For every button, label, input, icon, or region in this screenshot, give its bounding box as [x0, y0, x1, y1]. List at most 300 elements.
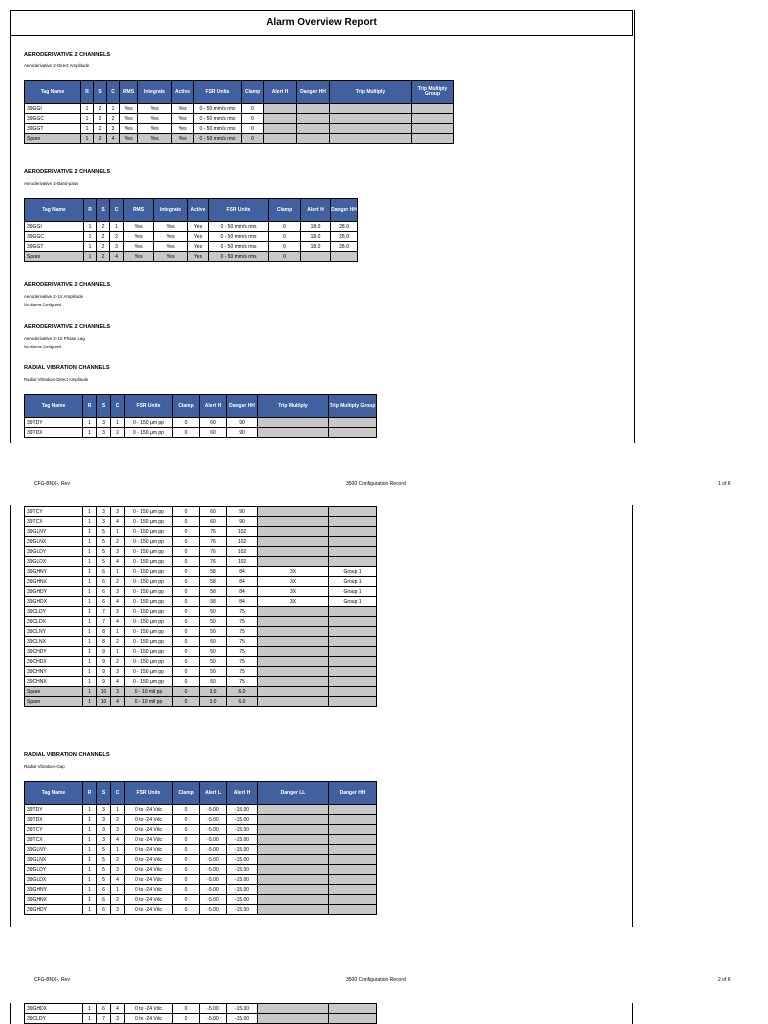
table-cell: -5.00 [200, 825, 227, 835]
table-cell: 1 [111, 647, 125, 657]
table-cell [258, 517, 329, 527]
table-cell: Yes [154, 222, 188, 232]
table-cell: 3 [97, 805, 111, 815]
table-cell [329, 637, 377, 647]
table-cell: 0 - 50 mm/s rms [194, 134, 242, 144]
table-cell: 39TCY [25, 507, 83, 517]
table-row [25, 114, 454, 124]
table-cell [258, 815, 329, 825]
table-cell: 1 [107, 104, 120, 114]
table-cell: 1 [84, 242, 97, 252]
table-row [25, 905, 377, 915]
table-cell: Yes [188, 252, 209, 262]
table-cell: Yes [154, 242, 188, 252]
table-cell: 39GGT [25, 242, 84, 252]
table-cell: 0 [173, 557, 200, 567]
column-header: Danger LL [258, 782, 329, 805]
table-row [25, 232, 358, 242]
table-row [25, 835, 377, 845]
table-cell: 39GLDY [25, 547, 83, 557]
table-cell [329, 557, 377, 567]
column-header: RMS [120, 81, 138, 104]
table-cell [258, 537, 329, 547]
no-alarms-note: No Alarms Configured [24, 303, 62, 307]
table-cell [264, 114, 297, 124]
table-cell: 75 [227, 607, 258, 617]
table-cell: 58 [200, 567, 227, 577]
table-cell: 4 [111, 517, 125, 527]
table-cell: 3 [111, 1014, 125, 1024]
table-cell: 5 [97, 855, 111, 865]
table-cell [297, 134, 330, 144]
table-cell: 0 [242, 124, 264, 134]
table-cell: 8 [97, 637, 111, 647]
table-row [25, 222, 358, 232]
table-cell [297, 104, 330, 114]
table-cell: 0 - 150 µm pp [125, 667, 173, 677]
table-row [25, 1004, 377, 1014]
table-cell: 1 [84, 232, 97, 242]
alarm-table-radial-gap-continued [24, 1003, 377, 1024]
table-cell: 3 [97, 517, 111, 527]
table-cell: 28.0 [331, 222, 358, 232]
table-cell: 60 [200, 428, 227, 438]
table-cell: 9 [97, 667, 111, 677]
table-cell [329, 617, 377, 627]
table-cell: 1 [83, 905, 97, 915]
table-cell: 0 [173, 637, 200, 647]
table-row [25, 687, 377, 697]
table-cell: 39CHDX [25, 657, 83, 667]
column-header: Clamp [173, 782, 200, 805]
column-header: R [83, 782, 97, 805]
table-cell: 0 [173, 428, 200, 438]
table-cell: -5.00 [200, 815, 227, 825]
table-cell: -15.00 [227, 1004, 258, 1014]
table-cell: 1 [110, 222, 124, 232]
table-cell: -15.00 [227, 825, 258, 835]
table-row [25, 815, 377, 825]
table-cell: 3 [111, 905, 125, 915]
table-cell: 75 [227, 647, 258, 657]
table-cell: 1 [83, 418, 97, 428]
table-cell [329, 835, 377, 845]
table-cell: 39CLDX [25, 617, 83, 627]
table-cell [264, 104, 297, 114]
table-cell: 2 [111, 577, 125, 587]
table-cell: 0 [173, 895, 200, 905]
table-cell: 18.0 [301, 232, 331, 242]
table-cell: 0 - 50 mm/s rms [194, 114, 242, 124]
footer-page-number: 2 of 6 [718, 977, 731, 983]
table-cell: -5.00 [200, 805, 227, 815]
table-cell: 58 [200, 597, 227, 607]
table-cell: 1 [81, 134, 94, 144]
table-cell: 0 [173, 865, 200, 875]
table-cell: 2 [94, 134, 107, 144]
table-cell: 6 [97, 597, 111, 607]
table-cell: 84 [227, 567, 258, 577]
table-row [25, 677, 377, 687]
table-cell [258, 1004, 329, 1014]
column-header: C [111, 782, 125, 805]
table-row [25, 805, 377, 815]
table-cell: 0 - 50 mm/s rms [194, 124, 242, 134]
table-cell: Yes [138, 104, 172, 114]
table-cell [258, 687, 329, 697]
column-header: Tag Name [25, 782, 83, 805]
table-cell: Yes [154, 252, 188, 262]
table-cell: 0 [242, 134, 264, 144]
table-cell: 1 [83, 428, 97, 438]
table-cell: 5 [97, 865, 111, 875]
table-cell [258, 677, 329, 687]
table-cell: 75 [227, 677, 258, 687]
table-cell: 3 [110, 242, 124, 252]
section-title: RADIAL VIBRATION CHANNELS [24, 365, 110, 371]
table-row [25, 577, 377, 587]
column-header: S [97, 395, 111, 418]
table-cell: 4 [111, 597, 125, 607]
table-cell: 3 [111, 607, 125, 617]
table-cell: 39CHNY [25, 667, 83, 677]
table-cell: 39GHNY [25, 567, 83, 577]
table-cell: 39GLDX [25, 557, 83, 567]
table-cell: Yes [138, 124, 172, 134]
table-cell: 1 [83, 875, 97, 885]
column-header: S [97, 199, 110, 222]
table-cell: 2 [107, 114, 120, 124]
table-cell [258, 895, 329, 905]
table-cell: Yes [188, 242, 209, 252]
table-cell: 39CHNX [25, 677, 83, 687]
table-cell: 5 [97, 527, 111, 537]
table-cell [258, 527, 329, 537]
table-cell: -15.00 [227, 905, 258, 915]
table-cell: 0 - 150 µm pp [125, 627, 173, 637]
table-cell: 0 to -24 Vdc [125, 1004, 173, 1014]
table-cell: 9 [97, 657, 111, 667]
table-row [25, 567, 377, 577]
section-title: AERODERIVATIVE 2 CHANNELS [24, 169, 111, 175]
table-cell: 1 [84, 222, 97, 232]
table-cell: 3 [111, 667, 125, 677]
table-cell: 2 [111, 895, 125, 905]
table-cell: 39GGI [25, 104, 81, 114]
table-cell: Yes [172, 114, 194, 124]
table-cell [329, 905, 377, 915]
column-header: Integrate [154, 199, 188, 222]
page-3-left-border [10, 1003, 11, 1024]
column-header: S [94, 81, 107, 104]
table-cell [329, 527, 377, 537]
table-row [25, 597, 377, 607]
table-cell: 10 [97, 687, 111, 697]
table-cell [412, 124, 454, 134]
table-cell [329, 805, 377, 815]
table-cell: Yes [188, 222, 209, 232]
footer-page-number: 1 of 6 [718, 481, 731, 487]
column-header: Trip Multiply Group [412, 81, 454, 104]
table-row [25, 875, 377, 885]
column-header: Active [188, 199, 209, 222]
table-cell: 5 [97, 845, 111, 855]
table-cell [329, 627, 377, 637]
table-cell [258, 647, 329, 657]
table-cell: -5.00 [200, 875, 227, 885]
table-cell: 0 [269, 242, 301, 252]
table-cell: 75 [227, 667, 258, 677]
table-cell [412, 134, 454, 144]
table-cell [329, 855, 377, 865]
table-cell [329, 885, 377, 895]
table-cell: 2 [111, 428, 125, 438]
table-cell: 0 - 150 µm pp [125, 647, 173, 657]
table-cell: 3X [258, 597, 329, 607]
column-header: C [111, 395, 125, 418]
column-header: FSR Units [194, 81, 242, 104]
table-cell: 2 [97, 252, 110, 262]
table-cell: 0 [173, 805, 200, 815]
table-row [25, 895, 377, 905]
section-subtitle: Aeroderivative 2-1X Phase Lag [24, 336, 85, 341]
column-header: Active [172, 81, 194, 104]
table-cell: 0 - 150 µm pp [125, 557, 173, 567]
table-row [25, 527, 377, 537]
table-cell: 75 [227, 657, 258, 667]
table-cell: 2 [97, 222, 110, 232]
table-cell: 75 [227, 627, 258, 637]
section-subtitle: Aeroderivative 2-Band-pass [24, 181, 79, 186]
table-cell [258, 905, 329, 915]
table-cell: Spare [25, 697, 83, 707]
table-cell: 39GGT [25, 124, 81, 134]
table-cell: 0 [173, 835, 200, 845]
table-cell [329, 517, 377, 527]
table-row [25, 507, 377, 517]
table-cell: 58 [200, 577, 227, 587]
table-cell: 3 [97, 418, 111, 428]
table-cell: 0 to -24 Vdc [125, 825, 173, 835]
table-cell: -5.00 [200, 895, 227, 905]
table-cell [329, 537, 377, 547]
table-cell: 39GGC [25, 232, 84, 242]
report-title: Alarm Overview Report [266, 17, 377, 28]
table-cell: 0 [173, 815, 200, 825]
page-3-right-border [632, 1003, 633, 1024]
table-cell: Yes [120, 114, 138, 124]
table-cell: 1 [83, 617, 97, 627]
table-cell: -5.00 [200, 845, 227, 855]
table-cell [264, 134, 297, 144]
table-cell: 0 - 150 µm pp [125, 677, 173, 687]
table-cell: 50 [200, 617, 227, 627]
table-cell [329, 845, 377, 855]
table-cell: 2 [110, 232, 124, 242]
table-cell: 5 [97, 875, 111, 885]
table-cell: 0 - 150 µm pp [125, 577, 173, 587]
table-cell: 0 - 150 µm pp [125, 507, 173, 517]
table-cell: 1 [83, 507, 97, 517]
table-cell: 0 - 150 µm pp [125, 607, 173, 617]
table-cell: 4 [111, 617, 125, 627]
table-cell: 60 [200, 507, 227, 517]
table-cell [258, 547, 329, 557]
table-cell: 0 - 150 µm pp [125, 587, 173, 597]
table-cell: -15.00 [227, 845, 258, 855]
table-cell [412, 104, 454, 114]
table-cell [329, 547, 377, 557]
report-title-bar [10, 10, 633, 36]
table-cell: Yes [124, 252, 154, 262]
table-cell: Yes [172, 124, 194, 134]
table-row [25, 657, 377, 667]
table-cell: 0 to -24 Vdc [125, 865, 173, 875]
table-cell: 18.0 [301, 242, 331, 252]
table-row [25, 617, 377, 627]
table-cell: 39GGC [25, 114, 81, 124]
table-cell: 0 [173, 667, 200, 677]
table-cell [329, 825, 377, 835]
table-cell: 39GHDY [25, 905, 83, 915]
column-header: FSR Units [125, 395, 173, 418]
column-header: R [83, 395, 97, 418]
table-cell: 7 [97, 617, 111, 627]
table-cell [329, 647, 377, 657]
table-cell: 39GHDX [25, 597, 83, 607]
table-cell: 39CHDY [25, 647, 83, 657]
table-cell [258, 657, 329, 667]
no-alarms-note: No Alarms Configured [24, 345, 62, 349]
table-cell: 0 - 50 mm/s rms [209, 222, 269, 232]
column-header: S [97, 782, 111, 805]
table-cell [258, 1014, 329, 1024]
table-cell: 76 [200, 537, 227, 547]
table-cell [258, 418, 329, 428]
table-cell [330, 134, 412, 144]
table-cell: 50 [200, 647, 227, 657]
column-header: Clamp [269, 199, 301, 222]
table-cell [258, 557, 329, 567]
table-cell: 1 [83, 697, 97, 707]
section-title: AERODERIVATIVE 2 CHANNELS [24, 324, 111, 330]
table-cell [330, 114, 412, 124]
table-cell: 102 [227, 537, 258, 547]
table-cell: 4 [111, 557, 125, 567]
table-cell: 0 [173, 855, 200, 865]
table-row [25, 885, 377, 895]
table-cell: 84 [227, 597, 258, 607]
table-row [25, 845, 377, 855]
table-cell: 1 [111, 805, 125, 815]
table-cell: 5 [97, 537, 111, 547]
table-cell: 39TCY [25, 825, 83, 835]
table-cell: 50 [200, 627, 227, 637]
alarm-table-radial-gap [24, 781, 377, 915]
table-cell: 6 [97, 905, 111, 915]
table-cell: 0 - 50 mm/s rms [194, 104, 242, 114]
table-cell: 1 [83, 547, 97, 557]
table-cell: 0 [173, 607, 200, 617]
table-cell: -15.00 [227, 1014, 258, 1024]
column-header: RMS [124, 199, 154, 222]
table-cell: 6 [97, 895, 111, 905]
section-subtitle: Radial Vibration-Gap [24, 764, 65, 769]
table-cell: 50 [200, 667, 227, 677]
table-cell: 2 [111, 815, 125, 825]
column-header: Danger HH [329, 782, 377, 805]
table-cell: Yes [120, 124, 138, 134]
column-header: Clamp [242, 81, 264, 104]
table-cell [301, 252, 331, 262]
table-cell: 39GHDY [25, 587, 83, 597]
table-header-row [25, 199, 358, 222]
table-cell: 3 [97, 835, 111, 845]
table-cell: 0 to -24 Vdc [125, 1014, 173, 1024]
table-cell: 6 [97, 567, 111, 577]
table-cell: 1 [83, 517, 97, 527]
table-cell: 0 [173, 597, 200, 607]
table-cell: 1 [83, 1004, 97, 1014]
table-cell: 1 [83, 687, 97, 697]
table-cell: 9 [97, 677, 111, 687]
table-cell: 39CLDY [25, 1014, 83, 1024]
table-cell: 90 [227, 517, 258, 527]
table-cell: 2 [111, 855, 125, 865]
table-cell: 1 [83, 647, 97, 657]
section-title: AERODERIVATIVE 2 CHANNELS [24, 282, 111, 288]
table-cell: 0 [173, 627, 200, 637]
table-row [25, 428, 377, 438]
table-cell: 76 [200, 557, 227, 567]
table-cell: 39CLNY [25, 627, 83, 637]
table-cell: 1 [111, 418, 125, 428]
table-cell: 0 [242, 104, 264, 114]
column-header: Tag Name [25, 199, 84, 222]
table-cell: 39TCX [25, 835, 83, 845]
table-cell: 102 [227, 527, 258, 537]
table-cell [258, 845, 329, 855]
table-cell: 0 - 150 µm pp [125, 537, 173, 547]
table-cell: 1 [81, 104, 94, 114]
table-cell: 39GLDY [25, 865, 83, 875]
table-row [25, 124, 454, 134]
table-cell: 2 [97, 232, 110, 242]
table-cell [258, 865, 329, 875]
table-cell: 90 [227, 507, 258, 517]
table-cell [331, 252, 358, 262]
table-cell: 2 [94, 124, 107, 134]
table-row [25, 1014, 377, 1024]
table-cell: 39GHNX [25, 577, 83, 587]
table-cell: 4 [107, 134, 120, 144]
table-cell: 4 [111, 1004, 125, 1014]
table-cell: 39CLDY [25, 607, 83, 617]
column-header: Danger HH [331, 199, 358, 222]
column-header: FSR Units [209, 199, 269, 222]
table-cell: 2 [94, 114, 107, 124]
table-cell: 4 [111, 875, 125, 885]
table-cell: 39TDY [25, 418, 83, 428]
table-cell: 3 [97, 507, 111, 517]
table-cell: 8 [97, 627, 111, 637]
table-cell: 1 [83, 815, 97, 825]
table-cell [258, 627, 329, 637]
column-header: R [81, 81, 94, 104]
table-cell [258, 607, 329, 617]
footer-record-title: 3500 Configuration Record [346, 481, 406, 487]
table-cell: 0 [173, 517, 200, 527]
